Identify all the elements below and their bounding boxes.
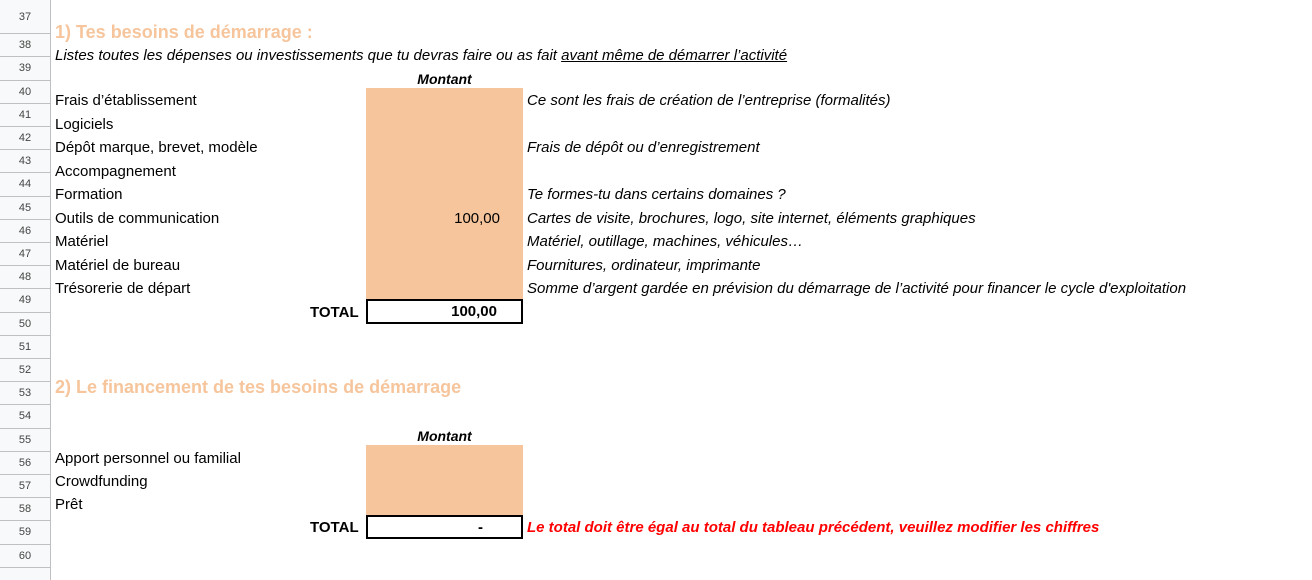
row-number[interactable]: 40 [0,81,50,104]
section1-item-value[interactable] [366,257,500,275]
row-number[interactable]: 48 [0,266,50,289]
section1-item-label: Matériel de bureau [55,256,181,274]
section1-item-note: Somme d’argent gardée en prévision du démarrage de l’activité pour financer le cycle d'exploitation [527,280,1187,297]
row-number[interactable]: 52 [0,359,50,382]
row-number[interactable]: 43 [0,150,50,173]
section1-title: 1) Tes besoins de démarrage : [55,22,313,42]
row-number[interactable]: 47 [0,243,50,266]
section1-item-value[interactable] [366,92,500,110]
section1-item-value[interactable]: 100,00 [454,209,500,227]
row-number[interactable]: 51 [0,336,50,359]
row-number[interactable]: 45 [0,197,50,220]
section2-amount-header: Montant [417,428,472,444]
row-number[interactable]: 49 [0,289,50,312]
section1-intro-underlined: avant même de démarrer l’activité [561,47,788,64]
row-number[interactable]: 57 [0,475,50,498]
row-number[interactable]: 42 [0,127,50,150]
section2-item-value[interactable] [366,450,500,468]
row-number[interactable]: 44 [0,173,50,196]
section1-item-value[interactable] [366,163,500,181]
section2-item-label: Apport personnel ou familial [55,450,241,467]
section1-item-value[interactable] [366,233,500,251]
section2-total-label: TOTAL [310,519,359,536]
row-number[interactable]: 58 [0,498,50,521]
section1-intro-prefix: Listes toutes les dépenses ou investissements que tu devras faire ou as fait [55,47,562,64]
section1-item-label: Accompagnement [55,162,176,180]
row-number[interactable]: 55 [0,429,50,452]
section1-item-value[interactable] [366,139,500,157]
row-number[interactable]: 39 [0,57,50,80]
row-number[interactable]: 60 [0,545,50,568]
section1-amount-header: Montant [417,71,472,87]
section1-item-label: Trésorerie de départ [55,280,191,297]
section1-item-value[interactable] [366,186,500,204]
section1-intro [55,47,787,65]
section1-item-note: Fournitures, ordinateur, imprimante [527,256,761,274]
section2-total-cell[interactable] [366,515,523,539]
section2-item-value[interactable] [366,473,500,491]
row-number[interactable]: 54 [0,405,50,428]
section1-item-note: Frais de dépôt ou d’enregistrement [527,139,760,156]
section1-total-label: TOTAL [310,304,359,321]
row-number[interactable]: 46 [0,220,50,243]
section1-item-note: Matériel, outillage, machines, véhicules… [527,233,803,250]
row-number[interactable]: 41 [0,104,50,127]
section1-item-value[interactable] [366,280,500,298]
section1-item-value[interactable] [366,116,500,134]
row-number[interactable]: 50 [0,313,50,336]
row-number[interactable]: 59 [0,521,50,544]
section1-item-label: Logiciels [55,115,114,133]
row-number[interactable]: 38 [0,34,50,57]
section2-title-text: 2) Le financement de tes besoins de démarrage [55,377,462,397]
section1-item-label: Dépôt marque, brevet, modèle [55,139,258,156]
row-number[interactable]: 53 [0,382,50,405]
section1-item-note: Ce sont les frais de création de l’entreprise (formalités) [527,92,891,109]
section2-item-label: Crowdfunding [55,473,148,490]
section1-item-label: Matériel [55,233,109,250]
section2-total-value: - [478,519,483,536]
row-number[interactable]: 56 [0,452,50,475]
section1-item-label: Outils de communication [55,209,220,227]
section2-title [55,376,523,398]
section1-total-cell[interactable] [366,299,523,324]
section1-total-value: 100,00 [451,303,497,320]
section2-item-value[interactable] [366,496,500,514]
section2-item-label: Prêt [55,496,83,513]
section1-item-label: Frais d’établissement [55,92,197,109]
section1-item-label: Formation [55,186,123,203]
section1-item-note: Te formes-tu dans certains domaines ? [527,186,786,203]
section1-item-note: Cartes de visite, brochures, logo, site internet, éléments graphiques [527,209,976,227]
row-number[interactable]: 37 [0,0,50,34]
section2-warning: Le total doit être égal au total du tableau précédent, veuillez modifier les chiffres [527,519,1100,536]
